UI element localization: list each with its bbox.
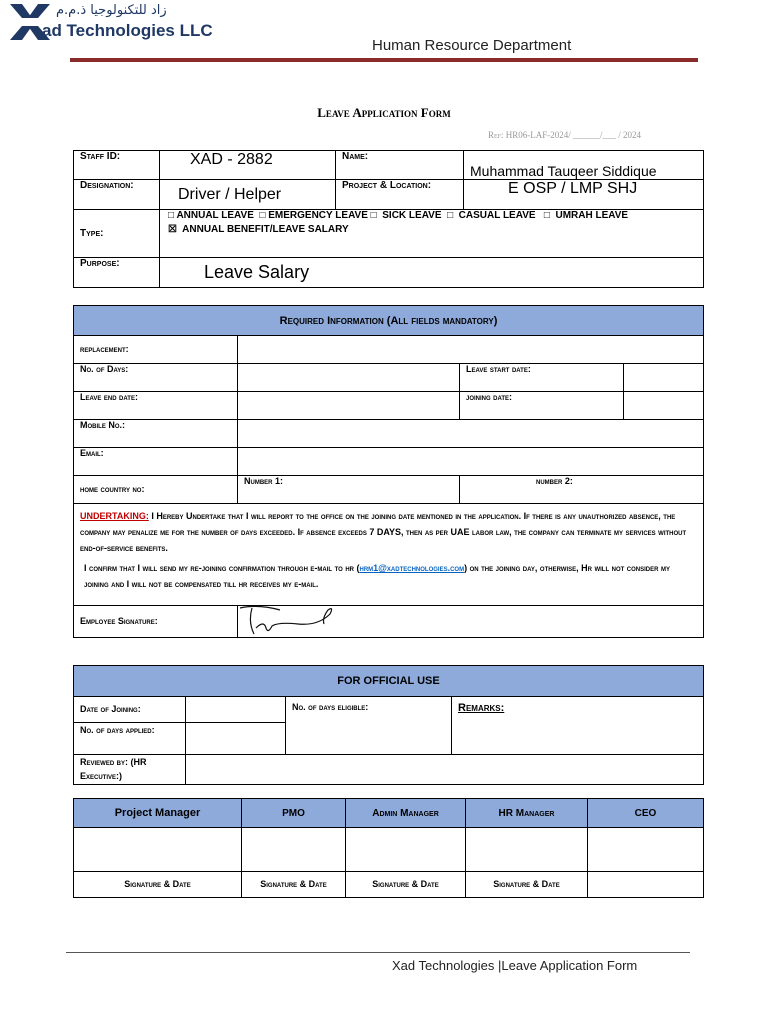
type-label: Type: xyxy=(74,210,160,258)
sig-date-label: Signature & Date xyxy=(242,872,346,898)
days-field[interactable] xyxy=(238,364,460,392)
remarks-field[interactable]: Remarks: xyxy=(452,697,704,755)
undertaking-paragraph: UNDERTAKING: I Hereby Undertake that I will report to the office on the joining date mentioned in the application. If there is any unauthorized absence, the company may penalize me for the number of days exceeded. If absence exceeds 7 DAYS, then as per UAE labor law, the company can terminate my services without end-of-service benefits. xyxy=(80,511,687,553)
hr-email-link[interactable]: hrm1@xadtechnologies.com xyxy=(359,563,465,573)
sig-date-label: Signature & Date xyxy=(74,872,242,898)
date-joining-label: Date of Joining: xyxy=(74,697,186,723)
department-title: Human Resource Department xyxy=(372,37,572,54)
sig-date-empty xyxy=(588,872,704,898)
undertaking-label: UNDERTAKING: xyxy=(80,511,149,521)
email-label: Email: xyxy=(74,448,238,476)
official-use-table xyxy=(73,665,704,785)
required-info-header: Required Information (All fields mandatory) xyxy=(74,306,704,336)
leave-type-line1[interactable]: □ ANNUAL LEAVE □ EMERGENCY LEAVE □ SICK LEAVE □ CASUAL LEAVE □ UMRAH LEAVE xyxy=(168,210,629,221)
footer-rule xyxy=(66,952,690,953)
employee-signature-field[interactable] xyxy=(238,606,704,638)
footer-text: Xad Technologies |Leave Application Form xyxy=(392,958,638,973)
end-date-field[interactable] xyxy=(238,392,460,420)
home-country-label: home country no: xyxy=(74,476,238,504)
name-label: Name: xyxy=(336,151,464,180)
form-title: Leave Application Form xyxy=(317,105,451,120)
leave-type-line2[interactable]: ☒ ANNUAL BENEFIT/LEAVE SALARY xyxy=(168,224,349,235)
replacement-label: replacement: xyxy=(74,336,238,364)
form-reference: Ref: HR06-LAF-2024/ ______/___ / 2024 xyxy=(488,130,642,140)
designation-field[interactable]: Driver / Helper xyxy=(160,180,336,210)
signature-box-ceo[interactable] xyxy=(588,828,704,872)
company-logo xyxy=(10,4,240,44)
employee-signature-label: Employee Signature: xyxy=(74,606,238,638)
approval-header-ceo: CEO xyxy=(588,799,704,828)
footer-company: Xad Technologies xyxy=(392,958,495,973)
staff-id-label: Staff ID: xyxy=(74,151,160,180)
designation-label: Designation: xyxy=(74,180,160,210)
mobile-label: Mobile No.: xyxy=(74,420,238,448)
logo-arabic-text: زاد للتكنولوجيا ذ.م.م xyxy=(56,3,167,18)
staff-info-table xyxy=(73,150,704,288)
days-applied-label: No. of days applied: xyxy=(74,723,186,755)
approval-header-project-manager: Project Manager xyxy=(74,799,242,828)
signature-box-project-manager[interactable] xyxy=(74,828,242,872)
email-field[interactable] xyxy=(238,448,704,476)
signature-mark-icon xyxy=(238,604,348,638)
official-use-header: FOR OFFICIAL USE xyxy=(74,666,704,697)
sig-date-label: Signature & Date xyxy=(466,872,588,898)
purpose-label: Purpose: xyxy=(74,258,160,288)
days-eligible-field[interactable]: No. of days eligible: xyxy=(286,697,452,755)
confirmation-paragraph: I confirm that I will send my re-joining confirmation through e-mail to hr (hrm1@xadtechnologies.com) on the joining day, otherwise, Hr will not consider my joining and I will not be compensated till hr receives my e-mail. xyxy=(84,563,670,589)
days-label: No. of Days: xyxy=(74,364,238,392)
signature-box-hr-manager[interactable] xyxy=(466,828,588,872)
footer-form-name: Leave Application Form xyxy=(501,958,638,973)
start-date-field[interactable] xyxy=(624,364,704,392)
mobile-field[interactable] xyxy=(238,420,704,448)
date-joining-field[interactable] xyxy=(186,697,286,723)
approvals-table xyxy=(73,798,704,898)
approval-header-hr-manager: HR Manager xyxy=(466,799,588,828)
staff-id-field[interactable]: XAD - 2882 xyxy=(160,151,336,180)
reviewed-by-label: Reviewed by: (HR Executive:) xyxy=(74,755,186,785)
undertaking-section xyxy=(74,504,704,606)
approval-header-admin-manager: Admin Manager xyxy=(346,799,466,828)
leave-type-options[interactable] xyxy=(160,210,704,258)
sig-date-label: Signature & Date xyxy=(346,872,466,898)
signature-box-pmo[interactable] xyxy=(242,828,346,872)
reviewed-by-field[interactable] xyxy=(186,755,704,785)
required-info-table xyxy=(73,305,704,638)
purpose-field[interactable]: Leave Salary xyxy=(160,258,704,288)
project-field[interactable]: E OSP / LMP SHJ xyxy=(464,180,704,210)
joining-date-label: joining date: xyxy=(460,392,624,420)
number2-field[interactable]: number 2: xyxy=(460,476,704,504)
number1-field[interactable]: Number 1: xyxy=(238,476,460,504)
approval-header-pmo: PMO xyxy=(242,799,346,828)
days-applied-field[interactable] xyxy=(186,723,286,755)
replacement-field[interactable] xyxy=(238,336,704,364)
signature-box-admin-manager[interactable] xyxy=(346,828,466,872)
project-label: Project & Location: xyxy=(336,180,464,210)
start-date-label: Leave start date: xyxy=(460,364,624,392)
logo-company-name: ad Technologies LLC xyxy=(42,21,213,40)
header-rule xyxy=(70,58,698,62)
end-date-label: Leave end date: xyxy=(74,392,238,420)
joining-date-field[interactable] xyxy=(624,392,704,420)
name-field[interactable]: Muhammad Tauqeer Siddique xyxy=(464,151,704,180)
